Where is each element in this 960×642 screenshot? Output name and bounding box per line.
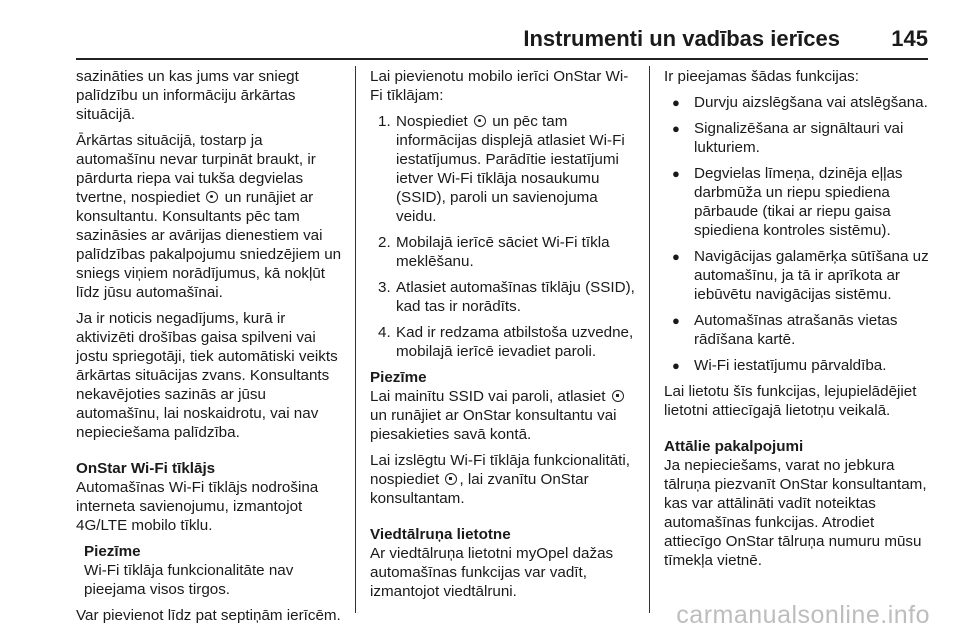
text: , lai zvanītu OnStar konsultantam. xyxy=(370,471,589,507)
paragraph-emergency xyxy=(76,131,344,302)
text: un runājiet ar konsultantu. Konsultants pēc tam sazināsies ar avārijas dienestiem vai palīdzības pakalpojumu sniedzējiem un sniegs viņiem norādījumus, kā nokļūt līdz jūsu automašīnai. xyxy=(76,189,342,301)
note-title: Piezīme xyxy=(370,369,427,386)
page-title: Instrumenti un vadības ierīces xyxy=(523,26,840,51)
text: Kad ir redzama atbilstoša uzvedne, mobilajā ierīcē ievadiet paroli. xyxy=(396,324,634,360)
onstar-button-icon xyxy=(474,115,486,127)
section-heading-app: Viedtālruņa lietotne xyxy=(370,526,511,543)
section-heading-remote: Attālie pakalpojumi xyxy=(664,438,804,455)
page-header xyxy=(0,22,960,62)
watermark: carmanualsonline.info xyxy=(676,601,930,629)
list-item: ● Durvju aizslēgšana vai atslēgšana. xyxy=(664,93,934,112)
column-divider-2 xyxy=(649,66,650,613)
column-divider-1 xyxy=(355,66,356,613)
note-title: Piezīme xyxy=(84,543,141,560)
paragraph-intro: Ir pieejamas šādas funkcijas: xyxy=(664,68,859,85)
step-number: 4. xyxy=(378,324,391,341)
list-item: ● Automašīnas atrašanās vietas rādīšana kartē. xyxy=(664,311,934,349)
paragraph: sazināties un kas jums var sniegt palīdzību un informāciju ārkārtas situācijā. xyxy=(76,68,299,123)
paragraph: Ja ir noticis negadījums, kurā ir aktivizēti drošības gaisa spilveni vai jostu spriegotāji, tiek automātiski veikts ārkārtas situācijas zvans. Konsultants nekavējoties sazinās ar jūsu automašīnu, lai noskaidrotu, vai nav nepieciešama palīdzība. xyxy=(76,310,338,441)
list-item xyxy=(370,323,638,361)
page-number: 145 xyxy=(891,26,928,51)
text: Lai izslēgtu Wi-Fi tīklāja funkcionalitāti, nospiediet xyxy=(370,452,630,488)
text: Nospiediet xyxy=(396,113,468,130)
header-rule xyxy=(76,58,928,60)
step-number: 2. xyxy=(378,234,391,251)
text: un runājiet ar OnStar konsultantu vai piesakieties savā kontā. xyxy=(370,407,617,443)
list-item: ● Signalizēšana ar signāltauri vai lukturiem. xyxy=(664,119,934,157)
column-2 xyxy=(370,67,638,608)
note xyxy=(370,368,638,444)
text: Ārkārtas situācijā, tostarp ja automašīnu nevar turpināt braukt, ir pārdurta riepa vai tukša degvielas tvertne, nospiediet xyxy=(76,132,316,206)
text: Lai mainītu SSID vai paroli, atlasiet xyxy=(370,388,606,405)
paragraph: Ar viedtālruņa lietotni myOpel dažas automašīnas funkcijas var vadīt, izmantojot viedtālruni. xyxy=(370,545,614,600)
text: Mobilajā ierīcē sāciet Wi-Fi tīkla meklēšanu. xyxy=(396,234,610,270)
list-item xyxy=(370,233,638,271)
onstar-button-icon xyxy=(206,191,218,203)
paragraph: Ja nepieciešams, varat no jebkura tālruņa piezvanīt OnStar konsultantam, kas var attālināti vadīt noteiktas automašīnas funkcijas. Atrodiet attiecīgo OnStar tālruņa numuru mūsu tīmekļa vietnē. xyxy=(664,457,927,569)
column-1 xyxy=(76,67,344,632)
paragraph xyxy=(370,451,638,508)
column-3 xyxy=(664,67,934,577)
list-item: ● Wi-Fi iestatījumu pārvaldība. xyxy=(664,356,934,375)
note-text: Wi-Fi tīklāja funkcionalitāte nav pieejama visos tirgos. xyxy=(84,562,294,598)
paragraph: Var pievienot līdz pat septiņām ierīcēm. xyxy=(76,607,341,624)
step-number: 3. xyxy=(378,279,391,296)
list-item: ● Degvielas līmeņa, dzinēja eļļas darbmūža un riepu spiediena pārbaude (tikai ar riepu gaisa spiediena kontroles sistēmu). xyxy=(664,164,934,240)
paragraph-intro: Lai pievienotu mobilo ierīci OnStar Wi-Fi tīklājam: xyxy=(370,68,629,104)
list-item xyxy=(370,112,638,226)
blue-button-icon xyxy=(445,473,457,485)
list-item: ● Navigācijas galamērķa sūtīšana uz automašīnu, ja tā ir aprīkota ar iebūvētu navigācijas sistēmu. xyxy=(664,247,934,304)
features-list xyxy=(664,93,934,375)
blue-button-icon xyxy=(612,390,624,402)
list-item xyxy=(370,278,638,316)
paragraph: Automašīnas Wi-Fi tīklājs nodrošina interneta savienojumu, izmantojot 4G/LTE mobilo tīklu. xyxy=(76,479,319,534)
text: Atlasiet automašīnas tīklāju (SSID), kad tas ir norādīts. xyxy=(396,279,635,315)
section-heading-wifi: OnStar Wi-Fi tīklājs xyxy=(76,460,216,477)
paragraph: Lai lietotu šīs funkcijas, lejupielādējiet lietotni attiecīgajā lietotņu veikalā. xyxy=(664,383,917,419)
text: un pēc tam informācijas displejā atlasiet Wi-Fi iestatījumus. Parādītie iestatījumi ietver Wi-Fi tīklāja nosaukumu (SSID), paroli un savienojuma veidu. xyxy=(396,113,625,225)
note xyxy=(76,542,344,599)
steps-list xyxy=(370,112,638,361)
step-number: 1. xyxy=(378,113,391,130)
note-text xyxy=(370,387,638,444)
